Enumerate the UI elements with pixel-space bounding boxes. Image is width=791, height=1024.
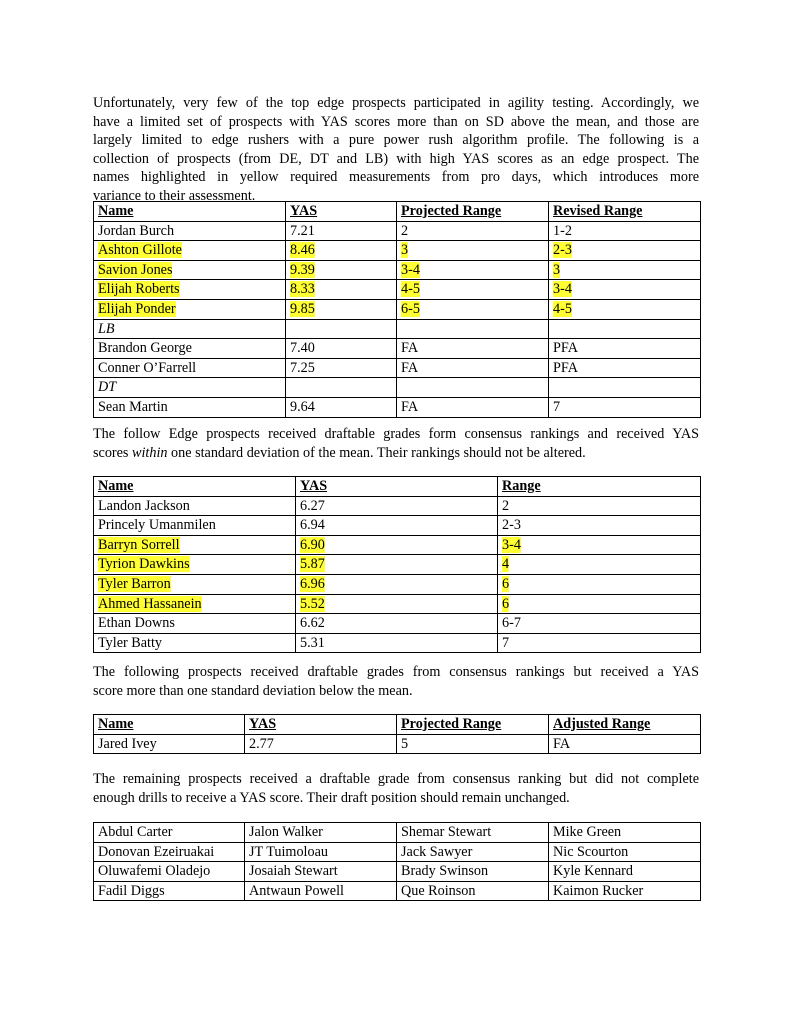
table-row xyxy=(94,280,701,300)
cell-text: Name xyxy=(98,478,134,494)
table-cell xyxy=(397,221,549,241)
within-sd-table xyxy=(93,476,701,653)
table-cell xyxy=(296,535,498,555)
table-row xyxy=(94,734,701,754)
table-cell xyxy=(245,842,397,862)
cell-text: Kyle Kennard xyxy=(553,863,633,880)
paragraph-line: The follow Edge prospects received draftable grades form consensus rankings and received YAS xyxy=(93,426,699,442)
table-cell xyxy=(245,881,397,901)
table-section-row xyxy=(94,378,701,398)
within-sd-paragraph xyxy=(93,425,699,462)
table-row xyxy=(94,823,701,843)
cell-text: 7.21 xyxy=(290,222,315,239)
table-cell xyxy=(397,823,549,843)
table-row xyxy=(94,299,701,319)
cell-text: Brady Swinson xyxy=(401,863,489,880)
table-cell xyxy=(94,555,296,575)
cell-text: Adjusted Range xyxy=(553,716,651,732)
table-cell xyxy=(549,241,701,261)
table-cell xyxy=(397,715,549,735)
table-row xyxy=(94,574,701,594)
below-sd-paragraph xyxy=(93,663,699,700)
cell-text: Shemar Stewart xyxy=(401,824,492,840)
table-cell xyxy=(397,319,549,339)
cell-text: Projected Range xyxy=(401,716,502,732)
table-cell xyxy=(94,260,286,280)
table-cell xyxy=(94,319,286,339)
cell-text: 4-5 xyxy=(553,300,572,317)
table-header-row xyxy=(94,202,701,222)
table-cell xyxy=(498,496,701,516)
table-cell xyxy=(498,535,701,555)
table-cell xyxy=(549,299,701,319)
cell-text: Name xyxy=(98,203,134,219)
table-cell xyxy=(94,496,296,516)
cell-text: Donovan Ezeiruakai xyxy=(98,843,215,860)
table-cell xyxy=(296,477,498,497)
cell-text: Jordan Burch xyxy=(98,222,175,239)
table-cell xyxy=(549,221,701,241)
cell-text: Landon Jackson xyxy=(98,497,190,514)
table-cell xyxy=(296,633,498,653)
table-cell xyxy=(286,397,397,417)
table-cell xyxy=(94,633,296,653)
table-cell xyxy=(94,221,286,241)
high-yas-table xyxy=(93,201,701,418)
cell-text: 2 xyxy=(401,222,409,239)
cell-text: 2.77 xyxy=(249,735,274,752)
cell-text: 9.39 xyxy=(290,261,315,278)
table-cell xyxy=(549,339,701,359)
table-cell xyxy=(549,319,701,339)
table-cell xyxy=(286,221,397,241)
cell-text: 6.27 xyxy=(300,497,325,514)
cell-text: Savion Jones xyxy=(98,261,173,278)
cell-text: 3 xyxy=(401,242,409,259)
cell-text: 6-7 xyxy=(502,615,521,632)
table-cell xyxy=(286,299,397,319)
table-cell xyxy=(498,633,701,653)
cell-text: Que Roinson xyxy=(401,882,476,899)
cell-text: 6.90 xyxy=(300,536,325,553)
table-cell xyxy=(397,842,549,862)
cell-text: Projected Range xyxy=(401,203,502,219)
cell-text: Abdul Carter xyxy=(98,824,173,840)
cell-text: Josaiah Stewart xyxy=(249,863,338,880)
table-row xyxy=(94,221,701,241)
table-cell xyxy=(94,516,296,536)
cell-text: YAS xyxy=(290,203,318,219)
table-row xyxy=(94,397,701,417)
table-cell xyxy=(397,862,549,882)
cell-text: Tyrion Dawkins xyxy=(98,556,190,573)
table-cell xyxy=(498,477,701,497)
cell-text: 3-4 xyxy=(401,261,420,278)
table-row xyxy=(94,555,701,575)
table-cell xyxy=(549,734,701,754)
cell-text: Jared Ivey xyxy=(98,735,157,752)
cell-text: Kaimon Rucker xyxy=(553,882,644,899)
paragraph-line: largely limited to edge rushers with a pure power rush algorithm profile. The following is a xyxy=(93,132,699,149)
table-cell xyxy=(94,594,296,614)
table-cell xyxy=(549,842,701,862)
table-cell xyxy=(286,260,397,280)
cell-text: Antwaun Powell xyxy=(249,882,344,899)
table-row xyxy=(94,535,701,555)
table-cell xyxy=(498,574,701,594)
cell-text: Ashton Gillote xyxy=(98,242,182,259)
cell-text: FA xyxy=(401,359,419,376)
table-header-row xyxy=(94,715,701,735)
table-cell xyxy=(397,358,549,378)
table-cell xyxy=(94,397,286,417)
table-header-row xyxy=(94,477,701,497)
paragraph-line: variance to their assessment. xyxy=(93,187,256,204)
cell-text: Princely Umanmilen xyxy=(98,517,216,534)
no-score-table xyxy=(93,822,701,901)
table-cell xyxy=(397,734,549,754)
table-cell xyxy=(397,299,549,319)
cell-text: 7 xyxy=(502,634,510,651)
table-cell xyxy=(549,881,701,901)
cell-text: Tyler Barron xyxy=(98,575,171,592)
cell-text: 4-5 xyxy=(401,281,420,298)
cell-text: Sean Martin xyxy=(98,398,168,415)
paragraph-line: The remaining prospects received a draftable grade from consensus ranking but did not complete xyxy=(93,771,699,787)
table-row xyxy=(94,633,701,653)
cell-text: 9.85 xyxy=(290,300,315,317)
cell-text: DT xyxy=(98,379,117,396)
table-row xyxy=(94,241,701,261)
cell-text: 7.40 xyxy=(290,340,315,357)
no-score-paragraph xyxy=(93,770,699,807)
table-cell xyxy=(549,715,701,735)
cell-text: 2 xyxy=(502,497,510,514)
cell-text: 7 xyxy=(553,398,561,415)
table-cell xyxy=(94,862,245,882)
table-cell xyxy=(286,339,397,359)
table-cell xyxy=(397,280,549,300)
cell-text: Elijah Ponder xyxy=(98,300,176,317)
cell-text: 3-4 xyxy=(502,536,521,553)
table-cell xyxy=(549,202,701,222)
table-cell xyxy=(245,862,397,882)
paragraph-line: names highlighted in yellow required measurements from pro days, which introduces more xyxy=(93,169,699,186)
cell-text: Jack Sawyer xyxy=(401,843,473,860)
table-cell xyxy=(296,555,498,575)
cell-text: 6.96 xyxy=(300,575,325,592)
cell-text: 6 xyxy=(502,595,510,612)
table-cell xyxy=(94,477,296,497)
cell-text: YAS xyxy=(249,716,277,732)
cell-text: 8.33 xyxy=(290,281,315,298)
cell-text: Jalon Walker xyxy=(249,824,323,840)
table-cell xyxy=(94,823,245,843)
table-row xyxy=(94,881,701,901)
table-cell xyxy=(549,280,701,300)
table-cell xyxy=(296,594,498,614)
paragraph-line: collection of prospects (from DE, DT and LB) with high YAS scores as an edge prospect. The xyxy=(93,150,699,167)
cell-text: 7.25 xyxy=(290,359,315,376)
table-cell xyxy=(397,881,549,901)
table-row xyxy=(94,614,701,634)
cell-text: FA xyxy=(553,735,571,752)
cell-text: Conner O’Farrell xyxy=(98,359,197,376)
cell-text: FA xyxy=(401,340,419,357)
table-cell xyxy=(286,202,397,222)
table-cell xyxy=(397,260,549,280)
cell-text: JT Tuimoloau xyxy=(249,843,328,860)
table-row xyxy=(94,339,701,359)
text-run: one standard deviation of the mean. Their rankings should not be altered. xyxy=(167,444,586,461)
table-cell xyxy=(94,241,286,261)
table-cell xyxy=(94,535,296,555)
cell-text: 3-4 xyxy=(553,281,572,298)
table-cell xyxy=(498,614,701,634)
table-row xyxy=(94,516,701,536)
cell-text: PFA xyxy=(553,359,578,376)
table-row xyxy=(94,842,701,862)
cell-text: 9.64 xyxy=(290,398,315,415)
cell-text: 8.46 xyxy=(290,242,315,259)
cell-text: 5.87 xyxy=(300,556,325,573)
table-cell xyxy=(245,823,397,843)
table-cell xyxy=(296,614,498,634)
intro-paragraph xyxy=(93,94,699,206)
table-cell xyxy=(245,734,397,754)
table-cell xyxy=(94,715,245,735)
paragraph-line: enough drills to receive a YAS score. Their draft position should remain unchanged. xyxy=(93,789,570,806)
paragraph-line: score more than one standard deviation below the mean. xyxy=(93,682,413,699)
table-cell xyxy=(94,842,245,862)
table-row xyxy=(94,496,701,516)
cell-text: 6.62 xyxy=(300,615,325,632)
table-cell xyxy=(286,358,397,378)
paragraph-line xyxy=(93,444,699,463)
cell-text: 6-5 xyxy=(401,300,420,317)
table-cell xyxy=(94,574,296,594)
table-cell xyxy=(498,594,701,614)
table-cell xyxy=(94,378,286,398)
table-cell xyxy=(549,378,701,398)
table-cell xyxy=(397,339,549,359)
table-section-row xyxy=(94,319,701,339)
table-cell xyxy=(94,299,286,319)
table-cell xyxy=(296,516,498,536)
table-cell xyxy=(397,378,549,398)
text-run: scores xyxy=(93,444,133,461)
table-cell xyxy=(286,378,397,398)
cell-text: Brandon George xyxy=(98,340,192,357)
table-row xyxy=(94,358,701,378)
cell-text: Mike Green xyxy=(553,824,622,840)
table-cell xyxy=(397,241,549,261)
table-cell xyxy=(549,823,701,843)
table-cell xyxy=(94,734,245,754)
table-cell xyxy=(549,260,701,280)
cell-text: YAS xyxy=(300,478,328,494)
cell-text: 5.52 xyxy=(300,595,325,612)
cell-text: Fadil Diggs xyxy=(98,882,165,899)
table-cell xyxy=(245,715,397,735)
table-cell xyxy=(94,881,245,901)
cell-text: Elijah Roberts xyxy=(98,281,180,298)
cell-text: 3 xyxy=(553,261,561,278)
cell-text: Revised Range xyxy=(553,203,643,219)
paragraph-line: The following prospects received draftable grades from consensus rankings but received a YAS xyxy=(93,664,699,680)
cell-text: Ethan Downs xyxy=(98,615,175,632)
cell-text: 6 xyxy=(502,575,510,592)
cell-text: Nic Scourton xyxy=(553,843,629,860)
cell-text: 2-3 xyxy=(553,242,572,259)
cell-text: 1-2 xyxy=(553,222,572,239)
table-cell xyxy=(94,202,286,222)
below-sd-table xyxy=(93,714,701,754)
table-cell xyxy=(397,397,549,417)
cell-text: 6.94 xyxy=(300,517,325,534)
table-cell xyxy=(94,280,286,300)
cell-text: 4 xyxy=(502,556,510,573)
cell-text: Name xyxy=(98,716,134,732)
table-cell xyxy=(296,496,498,516)
table-cell xyxy=(549,358,701,378)
table-cell xyxy=(286,319,397,339)
table-cell xyxy=(94,358,286,378)
paragraph-line: Unfortunately, very few of the top edge prospects participated in agility testing. Accordingly, we xyxy=(93,95,699,111)
table-cell xyxy=(397,202,549,222)
table-cell xyxy=(549,862,701,882)
table-row xyxy=(94,594,701,614)
table-cell xyxy=(94,614,296,634)
cell-text: LB xyxy=(98,320,115,337)
table-cell xyxy=(296,574,498,594)
cell-text: 5 xyxy=(401,735,409,752)
table-row xyxy=(94,862,701,882)
italic-text: within xyxy=(132,444,168,461)
cell-text: Barryn Sorrell xyxy=(98,536,180,553)
cell-text: 2-3 xyxy=(502,517,521,534)
cell-text: Tyler Batty xyxy=(98,634,163,651)
table-cell xyxy=(498,516,701,536)
table-cell xyxy=(286,241,397,261)
cell-text: Ahmed Hassanein xyxy=(98,595,202,612)
table-cell xyxy=(286,280,397,300)
table-cell xyxy=(498,555,701,575)
table-cell xyxy=(549,397,701,417)
cell-text: PFA xyxy=(553,340,578,357)
paragraph-line: have a limited set of prospects with YAS scores more than on SD above the mean, and those are xyxy=(93,113,699,130)
table-row xyxy=(94,260,701,280)
cell-text: Range xyxy=(502,478,541,494)
cell-text: FA xyxy=(401,398,419,415)
cell-text: Oluwafemi Oladejo xyxy=(98,863,211,880)
cell-text: 5.31 xyxy=(300,634,325,651)
table-cell xyxy=(94,339,286,359)
